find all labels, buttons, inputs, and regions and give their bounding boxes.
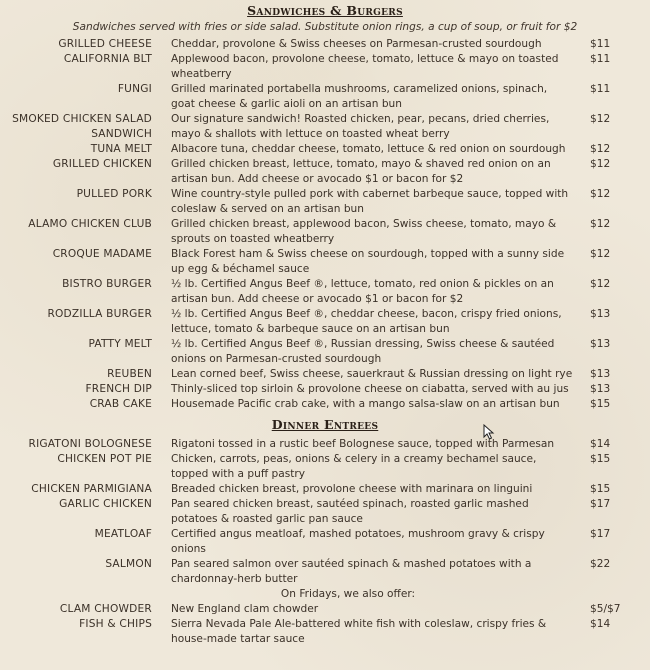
menu-item-name xyxy=(0,37,152,52)
menu-item-description: Pan seared chicken breast, sautéed spinach, roasted garlic mashed potatoes & roasted garlic pan sauce xyxy=(171,498,529,525)
menu-item-name-line: SALMON xyxy=(105,558,152,570)
friday-items-list xyxy=(0,602,650,647)
menu-item-name-line: GRILLED CHEESE xyxy=(58,38,152,50)
menu-item-price: $15 xyxy=(590,453,611,465)
menu-item-price: $12 xyxy=(590,143,611,155)
menu-item xyxy=(0,337,650,367)
menu-item-description: Grilled chicken breast, applewood bacon, Swiss cheese, tomato, mayo & sprouts on toasted wheatberry xyxy=(171,218,557,245)
menu-item-description: Certified angus meatloaf, mashed potatoes, mushroom gravy & crispy onions xyxy=(171,528,545,555)
menu-item-name-line: FRENCH DIP xyxy=(85,383,152,395)
menu-item-name-line: CALIFORNIA BLT xyxy=(63,53,152,65)
menu-item-name-line: SANDWICH xyxy=(91,128,152,140)
menu-item-name xyxy=(0,617,152,632)
menu-item-price: $14 xyxy=(590,618,611,630)
menu-item-name-line: CHICKEN POT PIE xyxy=(57,453,152,465)
menu-item-price: $13 xyxy=(590,308,611,320)
menu-item-name-line: BISTRO BURGER xyxy=(62,278,152,290)
menu-item-price: $11 xyxy=(590,53,611,65)
menu-item-name-line: REUBEN xyxy=(107,368,152,380)
menu-item-name xyxy=(0,142,152,157)
menu-item xyxy=(0,277,650,307)
menu-item xyxy=(0,437,650,452)
menu-item-price: $14 xyxy=(590,438,611,450)
menu-item xyxy=(0,497,650,527)
menu-item-name xyxy=(0,52,152,67)
menu-item-name xyxy=(0,497,152,512)
sandwiches-title: Sandwiches & Burgers xyxy=(247,3,403,18)
menu-item-price: $12 xyxy=(590,278,611,290)
menu-item-price: $12 xyxy=(590,158,611,170)
menu-item-name xyxy=(0,602,152,617)
entrees-list xyxy=(0,437,650,587)
menu-item-price: $17 xyxy=(590,528,611,540)
menu-item xyxy=(0,247,650,277)
menu-item xyxy=(0,187,650,217)
menu-item-description: Albacore tuna, cheddar cheese, tomato, lettuce & red onion on sourdough xyxy=(171,143,566,155)
menu-item xyxy=(0,382,650,397)
menu-item-price: $17 xyxy=(590,498,611,510)
menu-item-price: $12 xyxy=(590,248,611,260)
menu-item-name xyxy=(0,112,152,142)
sandwiches-list xyxy=(0,37,650,412)
menu-item-name xyxy=(0,247,152,262)
menu-item-name xyxy=(0,557,152,572)
menu-item xyxy=(0,52,650,82)
menu-item-name-line: FISH & CHIPS xyxy=(79,618,152,630)
menu-item-description: Cheddar, provolone & Swiss cheeses on Parmesan-crusted sourdough xyxy=(171,38,542,50)
menu-item-description: Pan seared salmon over sautéed spinach & mashed potatoes with a chardonnay-herb butter xyxy=(171,558,532,585)
menu-item-name xyxy=(0,437,152,452)
menu-item xyxy=(0,397,650,412)
menu-item-price: $13 xyxy=(590,383,611,395)
menu-item-name-line: PATTY MELT xyxy=(88,338,152,350)
menu-item-description: Wine country-style pulled pork with cabernet barbeque sauce, topped with coleslaw & served on an artisan bun xyxy=(171,188,569,215)
menu-item-name xyxy=(0,82,152,97)
menu-item-price: $11 xyxy=(590,38,611,50)
menu-item-price: $15 xyxy=(590,398,611,410)
menu-item-name xyxy=(0,397,152,412)
entrees-title: Dinner Entrees xyxy=(271,417,379,432)
menu-item-description: Lean corned beef, Swiss cheese, sauerkraut & Russian dressing on light rye xyxy=(171,368,573,380)
menu-item-description: Our signature sandwich! Roasted chicken, pear, pecans, dried cherries, mayo & shallots with lettuce on toasted wheat berry xyxy=(171,113,550,140)
menu-item-price: $5/$7 xyxy=(590,603,621,615)
menu-item-name xyxy=(0,277,152,292)
menu-item-name-line: FUNGI xyxy=(117,83,152,95)
menu-item xyxy=(0,482,650,497)
menu-item xyxy=(0,617,650,647)
menu-item-price: $12 xyxy=(590,218,611,230)
menu-item-name xyxy=(0,527,152,542)
menu-item-name-line: CHICKEN PARMIGIANA xyxy=(31,483,152,495)
menu-item xyxy=(0,142,650,157)
menu-item-description: Sierra Nevada Pale Ale-battered white fish with coleslaw, crispy fries & house-made tartar sauce xyxy=(171,618,547,645)
menu-item-description: ½ lb. Certified Angus Beef ®, cheddar cheese, bacon, crispy fried onions, lettuce, tomato & barbeque sauce on an artisan bun xyxy=(171,308,562,335)
menu-item-name-line: MEATLOAF xyxy=(94,528,152,540)
menu-item xyxy=(0,452,650,482)
menu-item-description: Thinly-sliced top sirloin & provolone cheese on ciabatta, served with au jus xyxy=(171,383,569,395)
menu-item xyxy=(0,217,650,247)
menu-item xyxy=(0,82,650,112)
menu-item-description: Grilled chicken breast, lettuce, tomato, mayo & shaved red onion on an artisan bun. Add cheese or avocado $1 or bacon for $2 xyxy=(171,158,551,185)
menu-item xyxy=(0,527,650,557)
menu-item-price: $13 xyxy=(590,338,611,350)
menu-item xyxy=(0,37,650,52)
menu-item-description: Grilled marinated portabella mushrooms, caramelized onions, spinach, goat cheese & garlic aioli on an artisan bun xyxy=(171,83,548,110)
menu-item xyxy=(0,557,650,587)
menu-item-description: Chicken, carrots, peas, onions & celery in a creamy bechamel sauce, topped with a puff pastry xyxy=(171,453,537,480)
menu-item-name xyxy=(0,367,152,382)
menu-item-name xyxy=(0,452,152,467)
menu-item-description: New England clam chowder xyxy=(171,603,319,615)
menu-item xyxy=(0,307,650,337)
menu-item xyxy=(0,112,650,142)
menu-item-description: Applewood bacon, provolone cheese, tomato, lettuce & mayo on toasted wheatberry xyxy=(171,53,559,80)
menu-item-name-line: GARLIC CHICKEN xyxy=(59,498,152,510)
menu-item-price: $22 xyxy=(590,558,611,570)
menu-item-price: $12 xyxy=(590,113,611,125)
mouse-cursor-icon xyxy=(483,424,495,440)
menu-item-name xyxy=(0,482,152,497)
fridays-note: On Fridays, we also offer: xyxy=(280,588,416,600)
menu-item-name xyxy=(0,157,152,172)
menu-item-name-line: CLAM CHOWDER xyxy=(59,603,152,615)
menu-item-description: Black Forest ham & Swiss cheese on sourdough, topped with a sunny side up egg & béchamel sauce xyxy=(171,248,565,275)
menu-item-name-line: CROQUE MADAME xyxy=(52,248,152,260)
menu-item-price: $11 xyxy=(590,83,611,95)
menu-item-description: ½ lb. Certified Angus Beef ®, Russian dressing, Swiss cheese & sautéed onions on Parmesan-crusted sourdough xyxy=(171,338,555,365)
menu-item-name-line: GRILLED CHICKEN xyxy=(52,158,152,170)
menu-item-name-line: RIGATONI BOLOGNESE xyxy=(28,438,152,450)
sandwiches-subtitle: Sandwiches served with fries or side salad. Substitute onion rings, a cup of soup, or fruit for $2 xyxy=(72,21,578,33)
menu-item xyxy=(0,157,650,187)
menu-item xyxy=(0,602,650,617)
menu-item-name-line: RODZILLA BURGER xyxy=(47,308,152,320)
menu-item-name-line: CRAB CAKE xyxy=(89,398,152,410)
menu-item-name-line: TUNA MELT xyxy=(90,143,152,155)
menu-item xyxy=(0,367,650,382)
menu-item-name xyxy=(0,217,152,232)
menu-item-description: Breaded chicken breast, provolone cheese with marinara on linguini xyxy=(171,483,533,495)
menu-item-name-line: PULLED PORK xyxy=(76,188,152,200)
menu-item-description: ½ lb. Certified Angus Beef ®, lettuce, tomato, red onion & pickles on an artisan bun. Add cheese or avocado $1 or bacon for $2 xyxy=(171,278,554,305)
menu-item-description: Rigatoni tossed in a rustic beef Bolognese sauce, topped with Parmesan xyxy=(171,438,555,450)
menu-item-price: $13 xyxy=(590,368,611,380)
menu-item-description: Housemade Pacific crab cake, with a mango salsa-slaw on an artisan bun xyxy=(171,398,560,410)
menu-item-name-line: SMOKED CHICKEN SALAD xyxy=(12,113,152,125)
menu-item-name-line: ALAMO CHICKEN CLUB xyxy=(28,218,152,230)
menu-item-name xyxy=(0,337,152,352)
menu-item-name xyxy=(0,307,152,322)
menu-item-name xyxy=(0,187,152,202)
menu-item-price: $15 xyxy=(590,483,611,495)
menu-item-price: $12 xyxy=(590,188,611,200)
menu-item-name xyxy=(0,382,152,397)
